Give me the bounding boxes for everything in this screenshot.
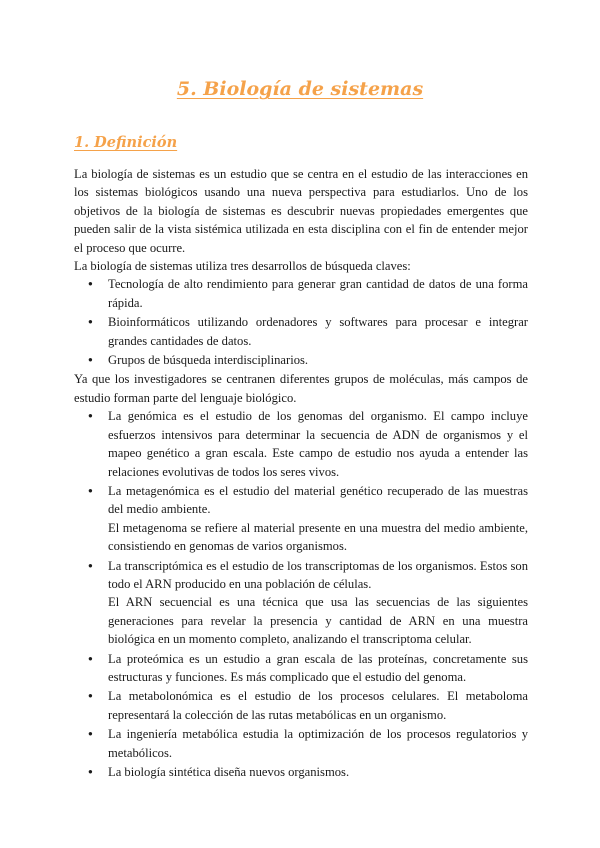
list-item: ● Grupos de búsqueda interdisciplinarios. [108,351,528,369]
list-item-proteomica: ● La proteómica es un estudio a gran escala de las proteínas, concretamente sus estructuras y funciones. Es más complicado que el estudio del genoma. [108,650,528,687]
list-item-transcriptomica [108,557,528,649]
developments-list [74,275,528,369]
transcriptomica-extra: El ARN secuencial es una técnica que usa las secuencias de las siguientes generaciones para revelar la presencia y cantidad de ARN en una muestra biológica en un momento completo, analizando el transcriptoma celular. [108,595,528,647]
section-heading: 1. Definición [74,134,178,151]
list-item-metabolonomica: ● La metabolonómica es el estudio de los procesos celulares. El metaboloma representará la colección de las rutas metabólicas en un organismo. [108,687,528,724]
list-item: ● Tecnología de alto rendimiento para generar gran cantidad de datos de una forma rápida. [108,275,528,312]
list-item-genomica: ● La genómica es el estudio de los genomas del organismo. El campo incluye esfuerzos intensivos para determinar la secuencia de ADN de organismos y el mapeo genético a gran escala. Este campo de estudio nos ayuda a entender las relaciones evolutivas de todos los seres vivos. [108,407,528,481]
list-item-sintetica: ● La biología sintética diseña nuevos organismos. [108,763,528,781]
list-item-ingenieria: ● La ingeniería metabólica estudia la optimización de los procesos regulatorios y metabólicos. [108,725,528,762]
transcriptomica-text: La transcriptómica es el estudio de los transcriptomas de los organismos. Estos son todo el ARN producido en una población de células. [108,558,528,591]
intro-paragraph: La biología de sistemas es un estudio que se centra en el estudio de las interacciones en los sistemas biológicos usando una nueva perspectiva para estudiarlos. Uno de los objetivos de la biología de sistemas es descubrir nuevas propiedades emergentes que pueden salir de la vista sistémica utilizada en esta disciplina con el fin de entender mejor el proceso que ocurre. [74,167,528,255]
list-item: ● Bioinformáticos utilizando ordenadores y softwares para procesar e integrar grandes cantidades de datos. [108,313,528,350]
page-title: 5. Biología de sistemas [176,78,424,100]
fields-list [74,407,528,781]
metagenomica-extra: El metagenoma se refiere al material presente en una muestra del medio ambiente, consistiendo en genomas de varios organismos. [108,520,528,554]
fields-intro: Ya que los investigadores se centranen diferentes grupos de moléculas, más campos de estudio forman parte del lenguaje biológico. [74,372,528,405]
metagenomica-text: La metagenómica es el estudio del material genético recuperado de las muestras del medio ambiente. [108,483,528,517]
list-item-metagenomica [108,482,528,556]
developments-intro: La biología de sistemas utiliza tres desarrollos de búsqueda claves: [74,259,411,274]
section-body [74,165,528,782]
